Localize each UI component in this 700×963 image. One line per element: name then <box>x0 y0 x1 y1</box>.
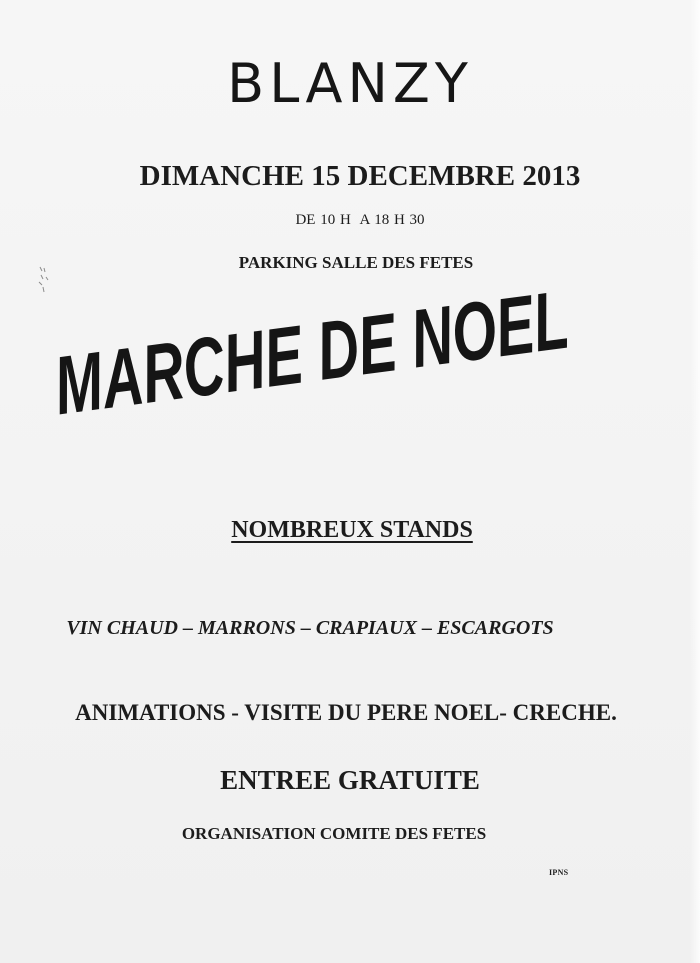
paper-edge <box>690 0 700 963</box>
food-list: VIN CHAUD – MARRONS – CRAPIAUX – ESCARGOTS <box>66 617 554 639</box>
print-tag: IPNS <box>549 868 569 877</box>
free-entry: ENTREE GRATUITE <box>220 765 480 795</box>
stands-heading <box>2 517 700 544</box>
organizer-line: ORGANISATION COMITE DES FETES <box>181 824 487 843</box>
scan-mark <box>36 265 54 295</box>
event-banner <box>48 272 595 460</box>
poster-location: PARKING SALLE DES FETES <box>238 253 474 272</box>
stands-heading-text: NOMBREUX STANDS <box>231 517 473 543</box>
poster-town-title: BLANZY <box>227 52 473 115</box>
poster-date: DIMANCHE 15 DECEMBRE 2013 <box>139 160 581 192</box>
animations-line: ANIMATIONS - VISITE DU PERE NOEL- CRECHE. <box>75 700 617 725</box>
event-title: MARCHE DE NOEL <box>48 272 574 432</box>
poster-hours: DE 10 H A 18 H 30 <box>295 212 425 228</box>
